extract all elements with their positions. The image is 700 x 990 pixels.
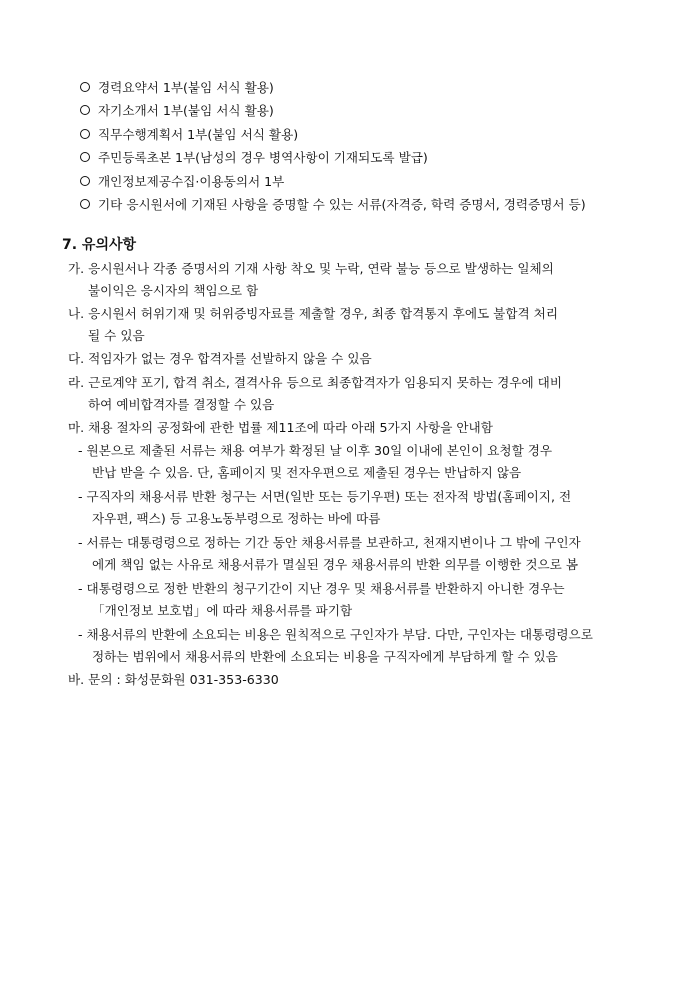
list-item	[62, 76, 642, 99]
note-line: 에게 책임 없는 사유로 채용서류가 멸실된 경우 채용서류의 반환 의무를 이행한 것으로 봄	[92, 557, 578, 572]
circle-bullet-icon	[80, 199, 90, 209]
document-item-text: 주민등록초본 1부(남성의 경우 병역사항이 기재되도록 발급)	[98, 150, 428, 166]
note-line: - 구직자의 채용서류 반환 청구는 서면(일반 또는 등기우편) 또는 전자적 방법(홈페이지, 전	[78, 489, 572, 504]
document-item-text: 경력요약서 1부(붙임 서식 활용)	[98, 80, 274, 95]
required-documents-list	[62, 76, 642, 216]
note-line: 될 수 있음	[88, 328, 145, 343]
note-line: 다. 적임자가 없는 경우 합격자를 선발하지 않을 수 있음	[68, 351, 372, 366]
document-item-text: 자기소개서 1부(붙임 서식 활용)	[98, 103, 274, 119]
section-heading: 7. 유의사항	[62, 237, 137, 253]
circle-bullet-icon	[80, 152, 90, 162]
note-line: - 원본으로 제출된 서류는 채용 여부가 확정된 날 이후 30일 이내에 본인이 요청할 경우	[78, 443, 553, 458]
document-item-text: 직무수행계획서 1부(붙임 서식 활용)	[98, 126, 299, 142]
note-line: 가. 응시원서나 각종 증명서의 기재 사항 착오 및 누락, 연락 불능 등으로 발생하는 일체의	[68, 261, 554, 276]
note-line: - 채용서류의 반환에 소요되는 비용은 원칙적으로 구인자가 부담. 다만, 구인자는 대통령령으로	[78, 627, 593, 642]
list-item	[62, 146, 642, 169]
circle-bullet-icon	[80, 82, 90, 92]
note-line: 불이익은 응시자의 책임으로 함	[88, 283, 259, 298]
circle-bullet-icon	[80, 176, 90, 186]
note-line: - 대통령령으로 정한 반환의 청구기간이 지난 경우 및 채용서류를 반환하지 아니한 경우는	[78, 581, 565, 596]
note-line: 나. 응시원서 허위기재 및 허위증빙자료를 제출할 경우, 최종 합격통지 후에도 불합격 처리	[68, 306, 559, 321]
note-line: - 서류는 대통령령으로 정하는 기간 동안 채용서류를 보관하고, 천재지변이나 그 밖에 구인자	[78, 535, 581, 550]
list-item	[62, 193, 642, 216]
document-item-text: 개인정보제공수집·이용동의서 1부	[98, 173, 285, 189]
circle-bullet-icon	[80, 105, 90, 115]
note-line: 자우편, 팩스) 등 고용노동부령으로 정하는 바에 따름	[92, 511, 381, 526]
note-line: 「개인정보 보호법」에 따라 채용서류를 파기함	[92, 603, 353, 618]
note-line: 라. 근로계약 포기, 합격 취소, 결격사유 등으로 최종합격자가 임용되지 못하는 경우에 대비	[68, 375, 563, 390]
list-item	[62, 99, 642, 122]
note-line: 바. 문의 : 화성문화원 031-353-6330	[68, 672, 279, 687]
note-line: 반납 받을 수 있음. 단, 홈페이지 및 전자우편으로 제출된 경우는 반납하지 않음	[92, 465, 522, 480]
list-item	[62, 123, 642, 146]
note-line: 정하는 범위에서 채용서류의 반환에 소요되는 비용을 구직자에게 부담하게 할 수 있음	[92, 649, 558, 664]
document-item-text: 기타 응시원서에 기재된 사항을 증명할 수 있는 서류(자격증, 학력 증명서, 경력증명서 등)	[98, 196, 586, 212]
circle-bullet-icon	[80, 129, 90, 139]
note-line: 하여 예비합격자를 결정할 수 있음	[88, 397, 275, 412]
note-line: 마. 채용 절차의 공정화에 관한 법률 제11조에 따라 아래 5가지 사항을 안내함	[68, 420, 493, 435]
list-item	[62, 170, 642, 193]
